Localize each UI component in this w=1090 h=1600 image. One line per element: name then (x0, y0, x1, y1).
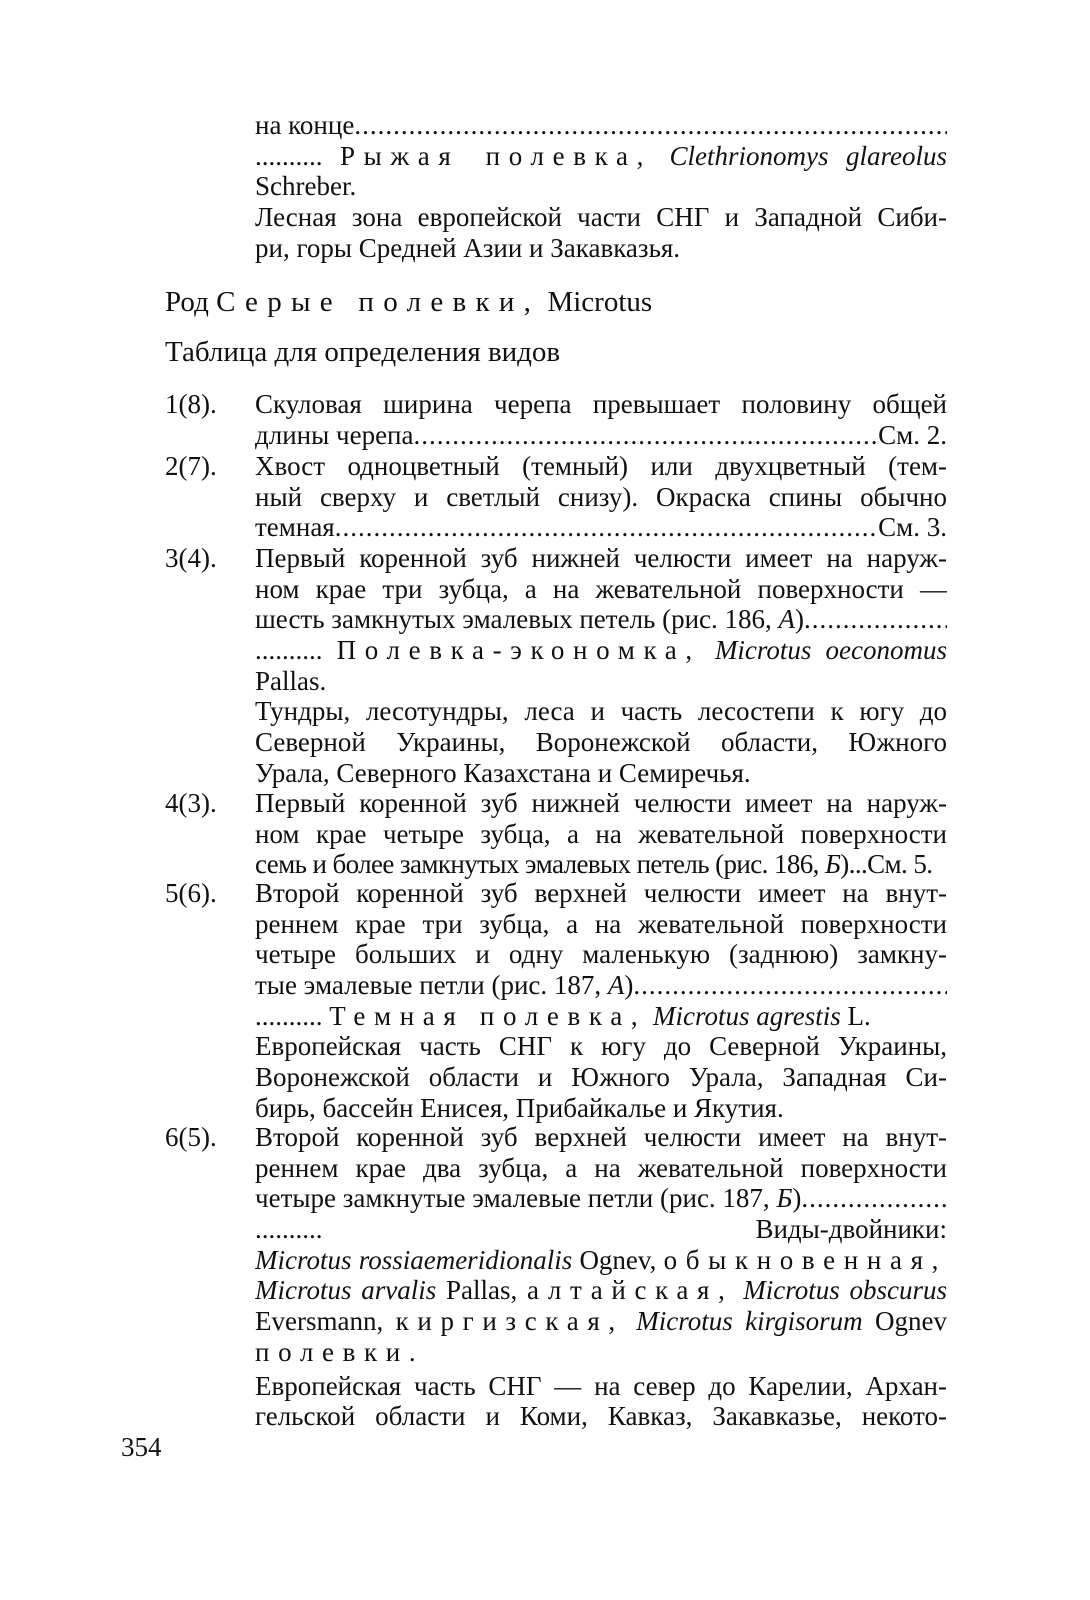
species-name: обыкновенная, (663, 1244, 947, 1275)
species-name: Темная полевка, (329, 1000, 647, 1031)
species-name: киргизская, (395, 1306, 624, 1337)
intro-block (255, 110, 947, 263)
entry-number: 5(6). (165, 878, 217, 908)
author-name: L. (847, 1000, 871, 1031)
entry-number: 1(8). (165, 389, 217, 419)
species-name: Полевка-экономка, (336, 635, 701, 666)
page-number: 354 (121, 1432, 162, 1462)
latin-name: Microtus rossiaemeridionalis (255, 1244, 573, 1275)
latin-name: Microtus agrestis (652, 1000, 841, 1031)
see-reference: )...См. 5. (840, 849, 933, 880)
species-line: .......... Темная полевка, Microtus agrestis L. (255, 1000, 871, 1031)
entry-number: 2(7). (165, 451, 217, 481)
intro-line-1: на конце ..... (255, 110, 947, 141)
see-reference: См. 2. (878, 419, 947, 450)
species-name: Рыжая полевка, (340, 140, 652, 171)
table-title: Таблица для определения видов (165, 336, 561, 368)
author-name: Eversmann, (255, 1306, 384, 1337)
author-name: Pallas. (255, 665, 327, 696)
author-name: Ognev (875, 1306, 947, 1337)
latin-name: Microtus arvalis (255, 1275, 437, 1306)
range-text: ри, горы Средней Азии и Закавказья. (255, 232, 681, 263)
latin-name: Microtus oeconomus (714, 635, 947, 666)
species-line: .......... Полевка-экономка, Microtus oeconomus (255, 635, 947, 666)
species-name: полевки. (255, 1336, 425, 1367)
latin-name: Clethrionomys glareolus (669, 140, 947, 171)
latin-name: Microtus obscurus (743, 1275, 947, 1306)
range-text: Лесная зона европейской части СНГ и Западной Сиби- (255, 202, 947, 233)
species-name: алтайская, (527, 1275, 734, 1306)
author-name: Ognev, (579, 1244, 657, 1275)
entry-number: 4(3). (165, 788, 217, 818)
see-reference: См. 3. (878, 512, 947, 543)
author-name: Pallas, (446, 1275, 518, 1306)
entry-number: 6(5). (165, 1122, 217, 1152)
twin-species-line: .......... Виды-двойники: (255, 1214, 947, 1245)
entry-number: 3(4). (165, 543, 217, 573)
latin-name: Microtus kirgisorum (636, 1306, 863, 1337)
book-page: на конце ..... .......... Рыжая полевка, Clethrionomys glareolus Schreber. Лесная зона европейской части СНГ и Западной Сиби- ри, горы Средней Азии и Закавказья. Род Серые полевки, Microtus Таблица для определения видов 1(8). Скуловая ширина черепа превышает половину общей длины черепа ..... См. 2. 2(7). Хвост одноцветный (темный) или двухцветный (тем- ный сверху и светлый снизу). Окраска спины обычно темная ..... См. 3. 3(4). Первый коренной зуб нижней челюсти имеет на наруж- ном крае три зубца, а на жевательной поверхности — шесть замкнутых эмалевых петель (рис. 186, А ) ..... .......... Полевка-экономка, Microtus oeconomus Pallas. Тундры, лесотундры, леса и часть лесостепи к югу до Северной Украины, Воронежской области, Южного Урала, Северного Казахстана и Семиречья. 4(3). Первый коренной зуб нижней челюсти имеет на наруж- ном крае четыре зубца, а на жевательной поверхности семь и более замкнутых эмалевых петель (рис. 186, Б)...См. 5. 5(6). Второй коренной зуб верхней челюсти имеет на внут- реннем крае три зубца, а на жевательной поверхности четыре больших и одну маленькую (заднюю) замкну- тые эмалевые петли (рис. 187, А ) ..... .......... Темная полевка, Microtus agrestis L. Европейская часть СНГ к югу до Северной Украины, Воронежской области и Южного Урала, Западная Си- бирь, бассейн Енисея, Прибайкалье и Якутия. 6(5). Второй коренной зуб верхней челюсти имеет на внут- реннем крае два зубца, а на жевательной поверхности четыре замкнутые эмалевые петли (рис. 187, Б ) ..... .......... Виды-двойники: Microtus rossiaemeridionalis Ognev, обыкновенная, Microtus arvalis Pallas, алтайская, Microtus obscurus Eversmann, киргизская, Microtus kirgisorum Ognev полевки. Европейская часть СНГ — на север до Карелии, Архан- гельской области и Коми, Кавказ, Закавказье, некото- 354 (0, 0, 1090, 1600)
author-name: Schreber. (255, 171, 357, 202)
genus-heading: Род Серые полевки, Microtus (165, 286, 653, 318)
intro-species-line: .......... Рыжая полевка, Clethrionomys glareolus (255, 140, 947, 171)
